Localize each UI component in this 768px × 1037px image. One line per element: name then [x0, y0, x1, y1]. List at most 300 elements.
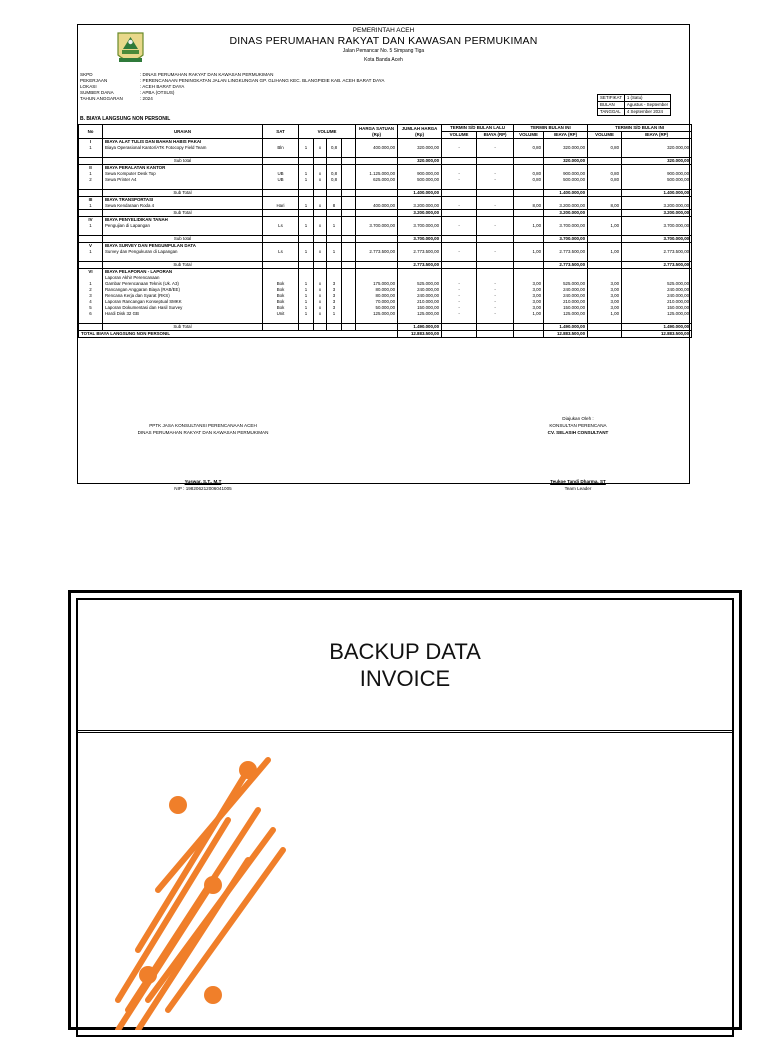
cell-lv: - [442, 311, 477, 317]
sign-right-title1: Diajukan Oleh : [562, 416, 594, 421]
cell-sb: 150.000,00 [622, 305, 692, 311]
cell-sat: Bok [263, 293, 299, 299]
cell-iv [514, 324, 544, 331]
cell-ib: 240.000,00 [544, 293, 588, 299]
cell-u: Sewa Printer A4 [103, 177, 263, 183]
period-key: SETIFIKAT [598, 95, 625, 102]
cell-v2: 3 [327, 299, 342, 305]
cell-u: BIAYA SURVEY DAN PENGUMPULAN DATA [103, 243, 263, 250]
cell-sat [263, 158, 299, 165]
cell-v2: 8 [327, 203, 342, 210]
cell-lb [477, 190, 514, 197]
cell-u: Sub total [103, 236, 263, 243]
cell-lv: - [442, 177, 477, 183]
cell-sat: Bok [263, 299, 299, 305]
meta-row [78, 96, 408, 102]
col-uraian: URAIAN [103, 125, 263, 139]
cell-v1 [299, 210, 314, 217]
cell-ib: 2.773.500,00 [544, 249, 588, 255]
cell-j: 525.000,00 [398, 281, 442, 287]
col-termin-lalu: TERMIN S/D BULAN LALU [442, 125, 514, 132]
cell-iv [514, 158, 544, 165]
col-lalu-volume: VOLUME [442, 132, 477, 139]
cell-no [79, 190, 103, 197]
cell-sat: UB [263, 171, 299, 177]
sign-right-role: Team Leader [564, 486, 592, 491]
table-subtotal-row [79, 236, 692, 243]
cell-sv: 1,00 [588, 311, 622, 317]
cell-h: 625.000,00 [356, 177, 398, 183]
cell-sv [588, 190, 622, 197]
cell-v1: 1 [299, 203, 314, 210]
cell-iv [514, 210, 544, 217]
cover-title-line1: BACKUP DATA [329, 639, 481, 664]
sign-left-title2: DINAS PERUMAHAN RAKYAT DAN KAWASAN PERMUKIMAN [137, 430, 269, 435]
cell-lb: - [477, 177, 514, 183]
streak-dot [239, 761, 257, 779]
cell-iv [514, 262, 544, 269]
cell-no: 1 [79, 281, 103, 287]
cell-sat: UB [263, 177, 299, 183]
header-address: Jalan Pemancar No. 5 Simpang Tiga [342, 48, 425, 54]
cell-x [314, 190, 327, 197]
cell-sb: 12.883.500,00 [622, 331, 692, 338]
col-volume: VOLUME [299, 125, 356, 139]
cell-h: 400.000,00 [356, 203, 398, 210]
cell-j: 500.000,00 [398, 177, 442, 183]
col-sd-volume: VOLUME [588, 132, 622, 139]
meta-value: : APBA (OTSUS) [140, 90, 175, 95]
cell-ib: 210.000,00 [544, 299, 588, 305]
cell-lb [477, 324, 514, 331]
cell-sat: Hari [263, 203, 299, 210]
cell-lv [442, 158, 477, 165]
cell-v1 [299, 236, 314, 243]
cell-v2 [327, 324, 342, 331]
cell-iv: 1,00 [514, 223, 544, 229]
cell-lb [477, 331, 514, 338]
meta-value: : 2024 [140, 96, 153, 101]
cell-sb: 2.773.500,00 [622, 262, 692, 269]
cell-u: BIAYA PERALATAN KANTOR [103, 165, 263, 172]
meta-value: : PERENCANAAN PENINGKATAN JALAN LINGKUNGAN GP. GLIHANG KEC. BLANGPIDIE KAB. ACEH BARAT DAYA [140, 78, 385, 83]
cell-lb: - [477, 293, 514, 299]
sign-left-name: Yuswar, S.T., M.T [184, 479, 222, 484]
cell-u: BIAYA TRANSPORTASI [103, 197, 263, 204]
cell-iv: 1,00 [514, 249, 544, 255]
cell-lb [477, 236, 514, 243]
cell-v1: 1 [299, 249, 314, 255]
cell-h: 175.000,00 [356, 281, 398, 287]
cell-u: Biaya Operasional Kantor/ATK Fotocopy Field Team [103, 145, 263, 151]
cell-sb: 3.700.000,00 [622, 236, 692, 243]
cell-sv [588, 236, 622, 243]
cell-lv [442, 324, 477, 331]
cell-u: Rancangan Anggaran Biaya (RAB/EE) [103, 287, 263, 293]
cover-frame [76, 598, 734, 1037]
cell-sv: 0,80 [588, 177, 622, 183]
cell-v1 [299, 158, 314, 165]
cell-v1: 1 [299, 299, 314, 305]
cell-sv [588, 324, 622, 331]
cell-h [356, 210, 398, 217]
cell-blank4 [342, 262, 356, 269]
cell-iv: 3,00 [514, 299, 544, 305]
cell-sb: 1.490.000,00 [622, 324, 692, 331]
cell-x: x [314, 299, 327, 305]
cell-sat [263, 190, 299, 197]
cell-ib: 125.000,00 [544, 311, 588, 317]
cell-u: Survey dan Pengukuran di Lapangan [103, 249, 263, 255]
table-subtotal-row [79, 262, 692, 269]
cell-ib: 320.000,00 [544, 158, 588, 165]
cell-lv: - [442, 305, 477, 311]
cell-ib: 240.000,00 [544, 287, 588, 293]
cell-x: x [314, 177, 327, 183]
table-subtotal-row [79, 158, 692, 165]
cell-x: x [314, 249, 327, 255]
cell-no: III [79, 197, 103, 204]
cover-divider [78, 730, 732, 733]
cell-no [79, 324, 103, 331]
cell-v1: 1 [299, 311, 314, 317]
meta-value: : ACEH BARAT DAYA [140, 84, 185, 89]
cell-v2: 0,8 [327, 145, 342, 151]
decorative-streaks-icon [98, 750, 298, 1030]
cell-iv: 3,00 [514, 287, 544, 293]
cell-lv: - [442, 171, 477, 177]
col-sat: SAT [263, 125, 299, 139]
col-termin-ini: TERMIN BULAN INI [514, 125, 588, 132]
cell-sv [588, 262, 622, 269]
cell-no [79, 210, 103, 217]
cell-u: Laporan Rancangan Konseptual SMKK [103, 299, 263, 305]
cell-j: 1.490.000,00 [398, 324, 442, 331]
cell-v2: 3 [327, 287, 342, 293]
cell-ib: 525.000,00 [544, 281, 588, 287]
cell-u: Sub Total [103, 324, 263, 331]
table-subtotal-row [79, 210, 692, 217]
cell-h [356, 158, 398, 165]
cell-ib: 3.700.000,00 [544, 223, 588, 229]
cell-ib: 3.200.000,00 [544, 210, 588, 217]
cell-x: x [314, 203, 327, 210]
cell-sv: 3,00 [588, 293, 622, 299]
cell-v1: 1 [299, 293, 314, 299]
header-city: Kota Banda Aceh [364, 57, 403, 63]
cell-no: I [79, 139, 103, 146]
sign-right-name: Teukoe Tandi Dharma, ST [550, 479, 606, 484]
cell-u: Laporan Dokumentasi dan Hasil Survey [103, 305, 263, 311]
cell-h: 3.700.000,00 [356, 223, 398, 229]
cell-ib: 3.200.000,00 [544, 203, 588, 210]
cell-sb: 3.200.000,00 [622, 210, 692, 217]
cell-no [79, 236, 103, 243]
signature-block [78, 390, 691, 491]
cell-lv [442, 262, 477, 269]
cell-lv: - [442, 293, 477, 299]
table-subtotal-row [79, 190, 692, 197]
cell-j: 320.000,00 [398, 158, 442, 165]
cell-sb: 3.700.000,00 [622, 223, 692, 229]
cell-j: 12.883.500,00 [398, 331, 442, 338]
cell-sat: Bln [263, 145, 299, 151]
streak-dot [169, 796, 187, 814]
cell-lv: - [442, 281, 477, 287]
cell-x: x [314, 311, 327, 317]
cell-blank4 [342, 324, 356, 331]
cell-h: 50.000,00 [356, 305, 398, 311]
cell-sb: 320.000,00 [622, 145, 692, 151]
cell-ib: 3.700.000,00 [544, 236, 588, 243]
cell-sat [263, 210, 299, 217]
cell-j: 240.000,00 [398, 287, 442, 293]
cell-h: 70.000,00 [356, 299, 398, 305]
cell-v2: 0,8 [327, 171, 342, 177]
cell-j: 320.000,00 [398, 145, 442, 151]
cell-sat: Bok [263, 281, 299, 287]
cell-sat [263, 262, 299, 269]
cell-x [314, 236, 327, 243]
cell-lv: - [442, 145, 477, 151]
cell-v2: 3 [327, 293, 342, 299]
cost-table-body [79, 139, 692, 338]
cell-v1: 1 [299, 145, 314, 151]
col-lalu-biaya: BIAYA (RP) [477, 132, 514, 139]
period-meta [597, 94, 671, 116]
cover-title-line2: INVOICE [359, 666, 451, 691]
cost-table [78, 124, 692, 338]
cell-x [314, 158, 327, 165]
cell-ib: 500.000,00 [544, 177, 588, 183]
cell-j: 2.773.500,00 [398, 249, 442, 255]
cell-v2: 3 [327, 305, 342, 311]
cell-v1: 1 [299, 171, 314, 177]
header-agency: DINAS PERUMAHAN RAKYAT DAN KAWASAN PERMUKIMAN [229, 35, 538, 47]
cell-v2 [327, 210, 342, 217]
grandtotal-label: TOTAL BIAYA LANGSUNG NON PERSONIL [79, 331, 398, 338]
streak-dot [204, 876, 222, 894]
cell-x: x [314, 171, 327, 177]
cell-iv: 0,80 [514, 177, 544, 183]
cell-ib: 12.883.500,00 [544, 331, 588, 338]
cell-sb: 210.000,00 [622, 299, 692, 305]
cell-no: 1 [79, 203, 103, 210]
cell-h [356, 190, 398, 197]
cell-j: 240.000,00 [398, 293, 442, 299]
cell-u: Hardi Disk 32 GB [103, 311, 263, 317]
cell-j: 2.773.500,00 [398, 262, 442, 269]
cell-h [356, 236, 398, 243]
cell-h [356, 324, 398, 331]
cell-no: 5 [79, 305, 103, 311]
cell-lv: - [442, 249, 477, 255]
cell-x: x [314, 281, 327, 287]
col-termin-sd: TERMIN S/D BULAN INI [588, 125, 692, 132]
cell-x: x [314, 145, 327, 151]
cell-ib: 320.000,00 [544, 145, 588, 151]
cell-u: Sub Total [103, 262, 263, 269]
cell-lb: - [477, 203, 514, 210]
period-key: TANGGAL [598, 109, 625, 116]
col-ini-biaya: BIAYA (RP) [544, 132, 588, 139]
meta-key: TAHUN ANGGARAN [80, 96, 123, 101]
cell-blank4 [342, 158, 356, 165]
cell-iv: 3,00 [514, 305, 544, 311]
cell-u: BIAYA PELAPORAN - LAPORAN [103, 269, 263, 276]
cell-lv [442, 210, 477, 217]
cell-v1 [299, 190, 314, 197]
cell-no: V [79, 243, 103, 250]
cell-lv: - [442, 203, 477, 210]
cell-j: 3.700.000,00 [398, 223, 442, 229]
cell-v1: 1 [299, 281, 314, 287]
cell-sv: 0,80 [588, 145, 622, 151]
cell-sat: Bok [263, 305, 299, 311]
cell-j: 210.000,00 [398, 299, 442, 305]
cell-sat: Ls [263, 223, 299, 229]
cell-sv: 1,00 [588, 249, 622, 255]
cell-iv [514, 190, 544, 197]
cell-lv [442, 236, 477, 243]
cell-v2 [327, 158, 342, 165]
cell-v2: 3 [327, 281, 342, 287]
col-harga: HARGA SATUAN (Rp) [356, 125, 398, 139]
cell-lv: - [442, 223, 477, 229]
period-key: BULAN [598, 102, 625, 109]
meta-key: LOKASI [80, 84, 97, 89]
cell-u: Sewa Komputer Desk Top [103, 171, 263, 177]
cell-sb: 2.773.500,00 [622, 249, 692, 255]
cell-v1: 1 [299, 177, 314, 183]
cell-j: 125.000,00 [398, 311, 442, 317]
cell-u: BIAYA ALAT TULIS DAN BAHAN HABIS PAKAI [103, 139, 263, 146]
cell-no: 3 [79, 293, 103, 299]
cell-u: Sub Total [103, 210, 263, 217]
cell-no: VI [79, 269, 103, 276]
cell-ib: 1.400.000,00 [544, 190, 588, 197]
cell-no: 2 [79, 287, 103, 293]
cell-v1: 1 [299, 287, 314, 293]
cell-lv [442, 190, 477, 197]
cell-iv [514, 331, 544, 338]
cell-sv [588, 331, 622, 338]
cover-page [68, 590, 742, 1030]
cell-blank4 [342, 190, 356, 197]
cell-iv [514, 236, 544, 243]
cell-h [356, 262, 398, 269]
cell-x: x [314, 223, 327, 229]
cell-x [314, 324, 327, 331]
cell-no [79, 158, 103, 165]
cell-v2 [327, 262, 342, 269]
cell-lb: - [477, 249, 514, 255]
col-ini-volume: VOLUME [514, 132, 544, 139]
period-row [598, 102, 671, 109]
cell-no: 4 [79, 299, 103, 305]
cell-iv: 1,00 [514, 311, 544, 317]
cell-ib: 900.000,00 [544, 171, 588, 177]
sign-left-nip: NIP : 198206212006041005 [174, 486, 232, 491]
period-row [598, 95, 671, 102]
cell-lb: - [477, 281, 514, 287]
cell-sv: 8,00 [588, 203, 622, 210]
cell-lv [442, 331, 477, 338]
cell-no: 1 [79, 171, 103, 177]
cell-u: Sub total [103, 158, 263, 165]
cell-x [314, 210, 327, 217]
meta-key: SKPD [80, 72, 93, 77]
meta-value: : DINAS PERUMAHAN RAKYAT DAN KAWASAN PERMUKIMAN [140, 72, 274, 77]
cell-h: 400.000,00 [356, 145, 398, 151]
cell-sv: 3,00 [588, 299, 622, 305]
cell-sb: 125.000,00 [622, 311, 692, 317]
cell-v1: 1 [299, 223, 314, 229]
cell-sv [588, 158, 622, 165]
cell-lb: - [477, 305, 514, 311]
cell-lb: - [477, 287, 514, 293]
cell-sv: 1,00 [588, 223, 622, 229]
cell-v1 [299, 324, 314, 331]
cell-x [314, 262, 327, 269]
cell-j: 150.000,00 [398, 305, 442, 311]
period-value: 1 (Satu) [624, 95, 670, 102]
cell-iv: 0,80 [514, 145, 544, 151]
cell-no: 6 [79, 311, 103, 317]
cell-sv: 3,00 [588, 281, 622, 287]
streak-dot [204, 986, 222, 1004]
sign-left-title1: PPTK JASA KONSULTANSI PERENCANAAN ACEH [149, 423, 257, 428]
cell-ib: 1.490.000,00 [544, 324, 588, 331]
cell-v2 [327, 236, 342, 243]
cell-x: x [314, 287, 327, 293]
cell-iv: 0,80 [514, 171, 544, 177]
cell-x: x [314, 305, 327, 311]
col-no: No [79, 125, 103, 139]
cell-j: 3.700.000,00 [398, 236, 442, 243]
cell-lb [477, 210, 514, 217]
cell-sv: 3,00 [588, 287, 622, 293]
col-sd-biaya: BIAYA (RP) [622, 132, 692, 139]
cell-h: 2.773.500,00 [356, 249, 398, 255]
cell-v2: 1 [327, 249, 342, 255]
cell-v2 [327, 190, 342, 197]
meta-key: PEKERJAAN [80, 78, 108, 83]
cell-lb: - [477, 311, 514, 317]
project-meta [78, 72, 408, 102]
cell-no: 2 [79, 177, 103, 183]
cell-j: 3.200.000,00 [398, 210, 442, 217]
cell-blank4 [342, 210, 356, 217]
cell-ib: 2.773.500,00 [544, 262, 588, 269]
cell-j: 3.200.000,00 [398, 203, 442, 210]
cell-sv: 3,00 [588, 305, 622, 311]
cell-lb: - [477, 145, 514, 151]
meta-key: SUMBER DANA [80, 90, 114, 95]
cell-iv: 3,00 [514, 281, 544, 287]
col-jumlah: JUMLAH HARGA (Rp) [398, 125, 442, 139]
cell-blank4 [342, 236, 356, 243]
cell-no [79, 262, 103, 269]
cell-h: 1.125.000,00 [356, 171, 398, 177]
cell-h: 80.000,00 [356, 293, 398, 299]
cell-sb: 900.000,00 [622, 171, 692, 177]
cell-sb: 3.200.000,00 [622, 203, 692, 210]
cell-lb: - [477, 299, 514, 305]
cell-u: Gambar Perencanaan Teknis (Uk. A3) [103, 281, 263, 287]
cell-u: Sewa Kendaraan Roda 4 [103, 203, 263, 210]
cell-x: x [314, 293, 327, 299]
